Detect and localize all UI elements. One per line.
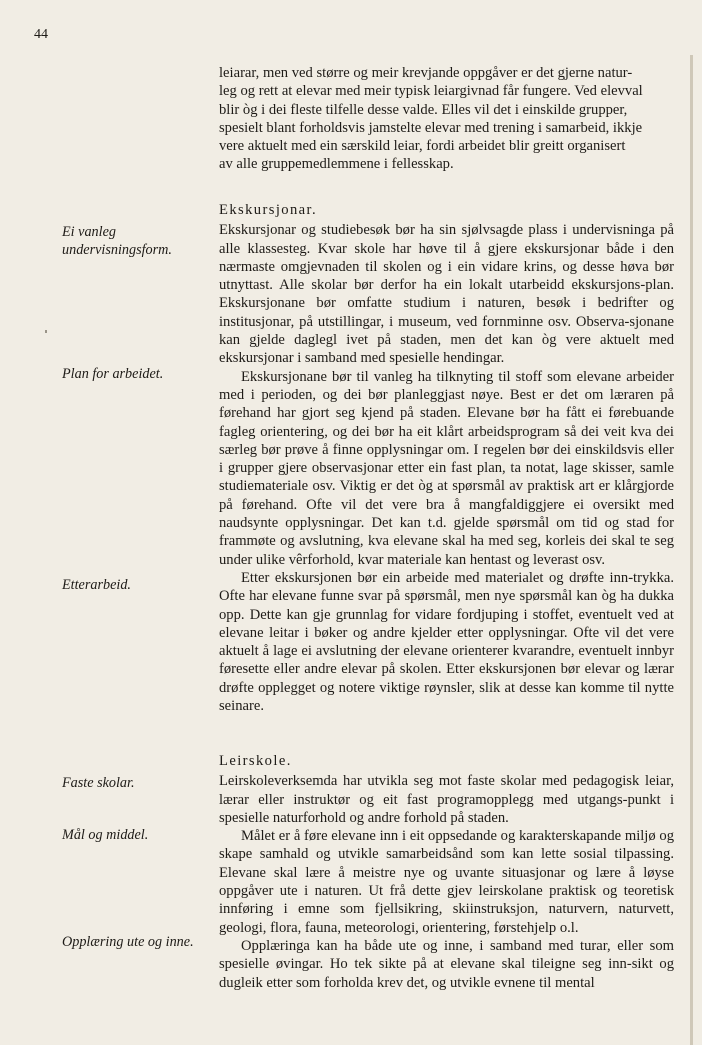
paragraph: Etter ekskursjonen bør ein arbeide med materialet og drøfte inn-trykka. Ofte har elevane funne svar på spørsmål, men nye spørsmål kan òg ha dukka opp. Dette kan gje grunnlag for vidare fordjuping i stoffet, eventuelt ved at elevane leitar i bøker og andre kjelder etter opplysningar. Ofte vil det vere aktuelt å lage ei avslutning der elevane orienterer kvarandre, eventuelt innbyr føresette eller andre elevar på skolen. Etter ekskursjonen bør elevar og lærar drøfte opplegget og notere viktige røynsler, slik at desse kan komme til nytte seinare. bbox=[219, 569, 674, 715]
section-leirskole bbox=[219, 752, 674, 992]
page-number: 44 bbox=[34, 27, 48, 42]
section-ekskursjonar bbox=[219, 201, 674, 715]
margin-note: Ei vanleg undervisningsform. bbox=[62, 224, 172, 259]
section-heading: Leirskole. bbox=[219, 753, 292, 769]
intro-line: av alle gruppemedlemmene i fellesskap. bbox=[219, 156, 454, 173]
margin-note: Plan for arbeidet. bbox=[62, 366, 164, 382]
margin-note: Mål og middel. bbox=[62, 827, 149, 843]
intro-line: vere aktuelt med ein særskild leiar, fordi arbeidet blir greitt organisert bbox=[219, 138, 626, 155]
margin-note: Opplæring ute og inne. bbox=[62, 934, 194, 950]
page-edge-shadow bbox=[690, 55, 693, 1045]
intro-paragraph bbox=[219, 64, 674, 174]
margin-note: Faste skolar. bbox=[62, 775, 135, 791]
paragraph: Ekskursjonar og studiebesøk bør ha sin sjølvsagde plass i undervisninga på alle klassesteg. Kvar skole har høve til å gjere ekskursjonar både i den nærmaste omgjevnaden til skolen og i ein vidare krins, og desse høva bør utnyttast. Alle skolar bør derfor ha ein lokalt utarbeidd ekskursjons-plan. Ekskursjonane bør omfatte studium i naturen, besøk i bedrifter og institusjonar, på utstillingar, i museum, ved fornminne osv. Observa-sjonane kan gjelde daglegl ivet på staden, men det kan òg vere aktuelt med ekskursjonar i samband med spesielle hendingar. bbox=[219, 222, 674, 367]
margin-note: Etterarbeid. bbox=[62, 577, 131, 593]
intro-line: blir òg i dei fleste tilfelle desse valde. Elles vil det i einskilde grupper, bbox=[219, 101, 628, 118]
paragraph: Opplæringa kan ha både ute og inne, i samband med turar, eller som spesielle øvingar. Ho tek sikte på at elevane skal tileigne seg inn-sikt og dugleik etter som forholda krev det, og utvikle evnene til mental bbox=[219, 937, 674, 991]
intro-line: spesielt blant forholdsvis jamstelte elevar med trening i samarbeid, ikkje bbox=[219, 119, 643, 136]
intro-line: leg og rett at elevar med meir typisk leiargivnad får fungere. Ved elevval bbox=[219, 83, 643, 100]
paragraph: Leirskoleverksemda har utvikla seg mot faste skolar med pedagogisk leiar, lærar eller instruktør og eit fast programopplegg med utgangs-punkt i spesielle naturforhold og andre forhold på staden. bbox=[219, 773, 674, 826]
scan-speck bbox=[45, 330, 47, 333]
paragraph: Ekskursjonane bør til vanleg ha tilknyting til stoff som elevane arbeider med i perioden, og dei bør planleggjast nøye. Best er det om læraren på førehand har gjort seg kjend på staden. Elevane bør ha fått ei førebuande fagleg orientering, og dei bør ha eit klårt arbeidsprogram så dei veit kva dei særleg bør prøve å finne opplysningar om. I regelen bør dei einskildsvis eller i grupper gjere observasjonar etter ein fast plan, ta notat, lage skisser, samle studiemateriale osv. Viktig er det òg at spørsmål av praktisk art er klårgjorde på førehand. Ofte vil det vere bra å mangfaldiggjere ei oversikt med naudsynte opplysningar. Det kan t.d. gjelde spørsmål om tid og stad for frammøte og avslutning, kva elevane skal ha med seg, korleis dei skal te seg under ulike vêrforhold, kvar materiale kan hentast og leverast osv. bbox=[219, 368, 674, 568]
paragraph: Målet er å føre elevane inn i eit oppsedande og karakterskapande miljø og skape samhald og utvikle samarbeidsånd som kan lette sosial tilpassing. Elevane skal lære å meistre nye og uvante situasjonar og lære å løyse oppgåver ute i naturen. Ut frå dette gjev leirskolane praktisk og teoretisk innføring i emne som fjellsikring, skiinstruksjon, naturvern, naturvett, geologi, flora, fauna, meteorologi, orientering, førstehjelp o.l. bbox=[219, 828, 674, 936]
section-heading: Ekskursjonar. bbox=[219, 202, 318, 218]
intro-line: leiarar, men ved større og meir krevjande oppgåver er det gjerne natur- bbox=[219, 65, 633, 81]
